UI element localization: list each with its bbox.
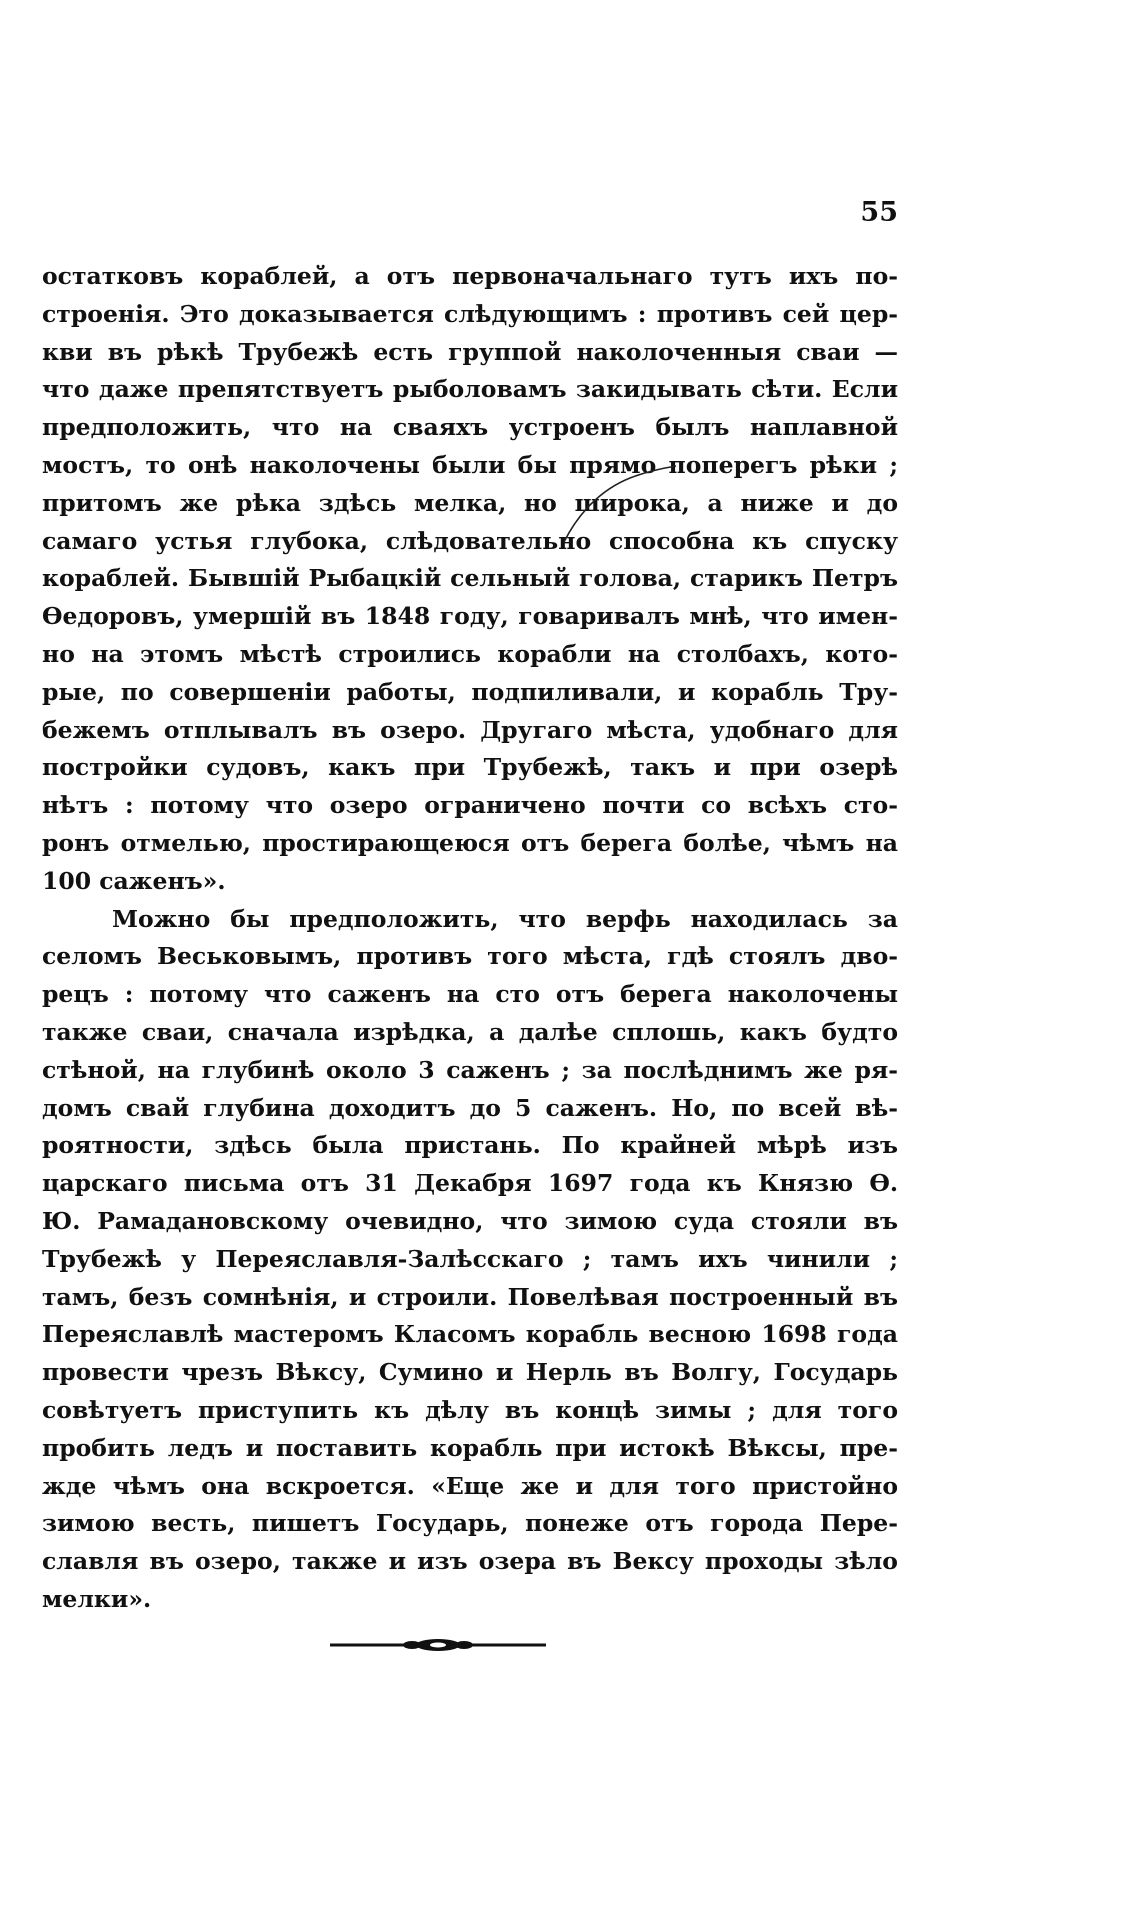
text-line: притомъ же рѣка здѣсь мелка, но широка, а ниже и до bbox=[42, 488, 898, 517]
ornament-divider bbox=[330, 1635, 546, 1655]
text-line: самаго устья глубока, слѣдовательно способна къ спуску bbox=[42, 526, 898, 555]
text-line: рые, по совершеніи работы, подпиливали, и корабль Тру- bbox=[42, 677, 898, 706]
text-line: бежемъ отплывалъ въ озеро. Другаго мѣста, удобнаго для bbox=[42, 715, 898, 744]
text-line: пробить ледъ и поставить корабль при истокѣ Вѣксы, пре- bbox=[42, 1433, 898, 1462]
text-line: кораблей. Бывшій Рыбацкій сельный голова, старикъ Петръ bbox=[42, 564, 898, 593]
paragraph-1 bbox=[42, 258, 898, 901]
text-line: царскаго письма отъ 31 Декабря 1697 года къ Князю Ѳ. bbox=[42, 1169, 898, 1198]
text-line: но на этомъ мѣстѣ строились корабли на столбахъ, кото- bbox=[42, 639, 898, 668]
page-number: 55 bbox=[860, 197, 898, 228]
text-line: что даже препятствуетъ рыболовамъ закидывать сѣти. Если bbox=[42, 375, 898, 404]
text-line: также сваи, сначала изрѣдка, а далѣе сплошь, какъ будто bbox=[42, 1017, 898, 1046]
text-line: зимою весть, пишетъ Государь, понеже отъ города Пере- bbox=[42, 1509, 898, 1538]
text-line: ронъ отмелью, простирающеюся отъ берега болѣе, чѣмъ на bbox=[42, 828, 898, 857]
text-line: постройки судовъ, какъ при Трубежѣ, такъ и при озерѣ bbox=[42, 753, 898, 782]
text-line: селомъ Веськовымъ, противъ того мѣста, гдѣ стоялъ дво- bbox=[42, 942, 898, 971]
text-line: совѣтуетъ приступить къ дѣлу въ концѣ зимы ; для того bbox=[42, 1395, 898, 1424]
text-line: жде чѣмъ она вскроется. «Еще же и для того пристойно bbox=[42, 1471, 898, 1500]
text-line: Ю. Рамадановскому очевидно, что зимою суда стояли въ bbox=[42, 1206, 898, 1235]
paragraph-2 bbox=[42, 901, 898, 1619]
text-line: 100 саженъ». bbox=[42, 866, 226, 895]
text-line: домъ свай глубина доходитъ до 5 саженъ. Но, по всей вѣ- bbox=[42, 1093, 898, 1122]
text-line: провести чрезъ Вѣксу, Сумино и Нерль въ Волгу, Государь bbox=[42, 1358, 898, 1387]
text-line: роятности, здѣсь была пристань. По крайней мѣрѣ изъ bbox=[42, 1131, 898, 1160]
text-line: стѣной, на глубинѣ около 3 саженъ ; за послѣднимъ же ря- bbox=[42, 1055, 898, 1084]
text-line: строенія. Это доказывается слѣдующимъ : противъ сей цер- bbox=[42, 299, 898, 328]
text-line: предположить, что на сваяхъ устроенъ былъ наплавной bbox=[42, 413, 898, 442]
text-line: Ѳедоровъ, умершій въ 1848 году, говаривалъ мнѣ, что имен- bbox=[42, 602, 898, 631]
text-line: тамъ, безъ сомнѣнія, и строили. Повелѣвая построенный въ bbox=[42, 1282, 898, 1311]
text-line: мостъ, то онѣ наколочены были бы прямо поперегъ рѣки ; bbox=[42, 450, 898, 479]
text-line: остатковъ кораблей, а отъ первоначальнаго тутъ ихъ по- bbox=[42, 262, 898, 290]
text-line: славля въ озеро, также и изъ озера въ Вексу проходы зѣло bbox=[42, 1547, 898, 1576]
text-line: нѣтъ : потому что озеро ограничено почти со всѣхъ сто- bbox=[42, 791, 898, 820]
text-line: рецъ : потому что саженъ на сто отъ берега наколочены bbox=[42, 980, 898, 1009]
text-line: Можно бы предположить, что верфь находилась за bbox=[112, 904, 898, 933]
text-line: кви въ рѣкѣ Трубежѣ есть группой наколоченныя сваи — bbox=[42, 337, 898, 366]
text-line: мелки». bbox=[42, 1584, 152, 1613]
body-text bbox=[42, 258, 898, 1619]
text-line: Трубежѣ у Переяславля-Залѣсскаго ; тамъ ихъ чинили ; bbox=[42, 1244, 898, 1273]
text-line: Переяславлѣ мастеромъ Класомъ корабль весною 1698 года bbox=[42, 1320, 898, 1349]
